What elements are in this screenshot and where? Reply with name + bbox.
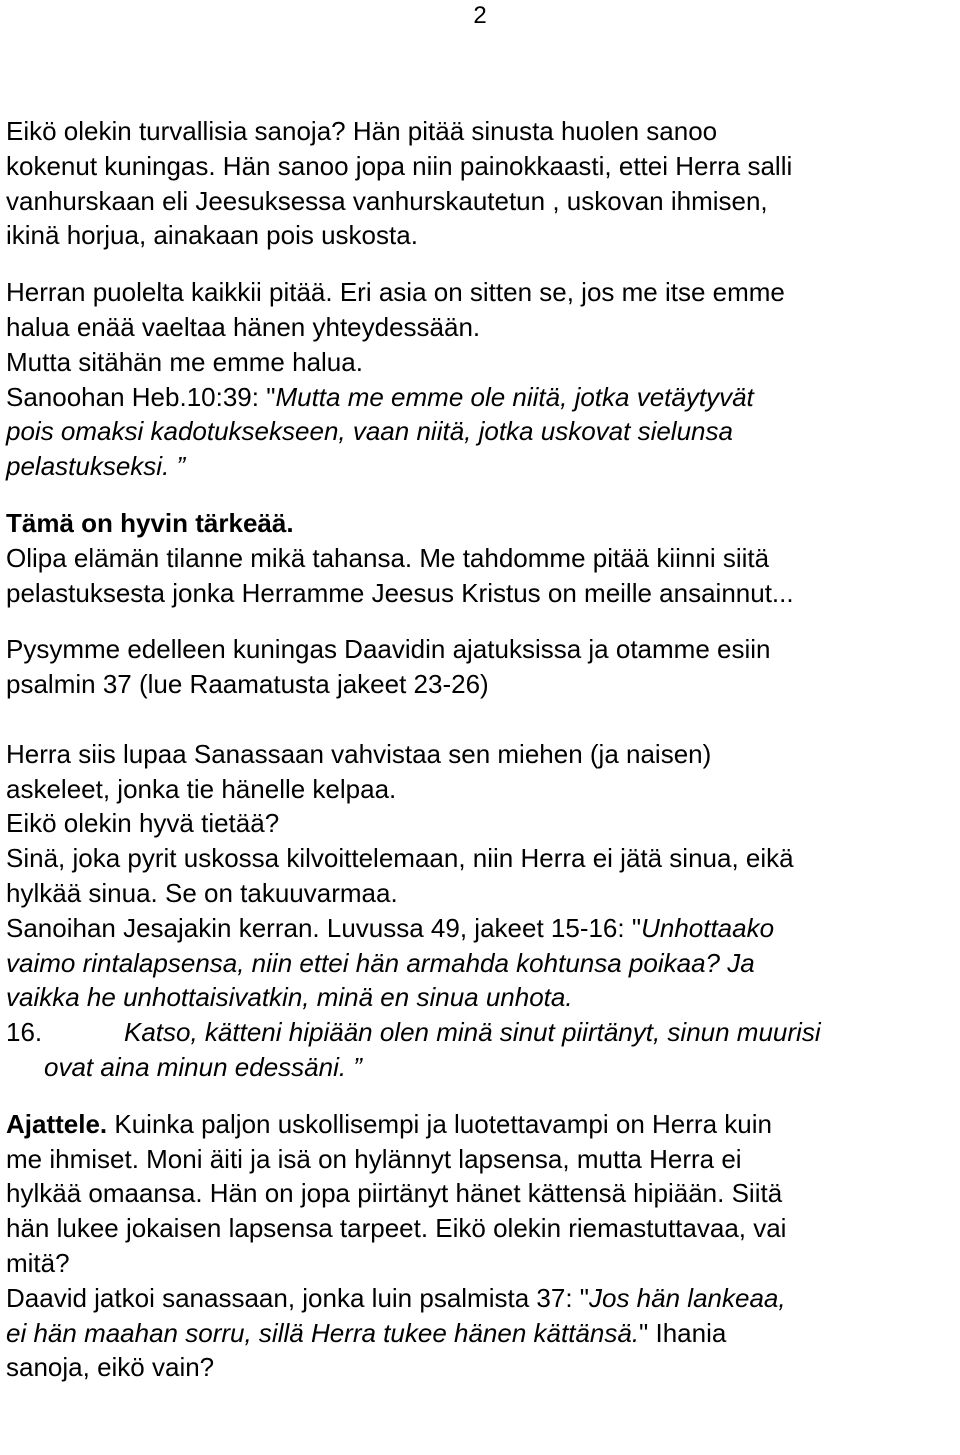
text-line: hylkää sinua. Se on takuuvarmaa. (6, 877, 398, 908)
spacer (6, 253, 956, 275)
text-line: Pysymme edelleen kuningas Daavidin ajatuksissa ja otamme esiin (6, 634, 771, 665)
text-line: Eikö olekin hyvä tietää? (6, 808, 280, 839)
text-line: Herra siis lupaa Sanassaan vahvistaa sen miehen (ja naisen) (6, 738, 712, 769)
quote-line: pelastukseksi. ” (6, 451, 186, 482)
text-line: Eikö olekin turvallisia sanoja? Hän pitää sinusta huolen sanoo (6, 116, 718, 146)
spacer (6, 1085, 956, 1107)
paragraph-5 (6, 737, 956, 1085)
reference-text: Sanoihan Jesajakin kerran. Luvussa 49, jakeet 15-16: " (6, 912, 642, 943)
text-line: sanoja, eikö vain? (6, 1352, 215, 1383)
text-line: askeleet, jonka tie hänelle kelpaa. (6, 773, 397, 804)
text-line: hylkää omaansa. Hän on jopa piirtänyt hänet kättensä hipiään. Siitä (6, 1178, 783, 1209)
text-line (6, 380, 956, 415)
text-line: vanhurskaan eli Jeesuksessa vanhurskautetun , uskovan ihmisen, (6, 185, 768, 216)
paragraph-3 (6, 506, 956, 610)
quote-line: ovat aina minun edessäni. ” (44, 1051, 362, 1082)
quote-text: Katso, kätteni hipiään olen minä sinut piirtänyt, sinun muurisi (124, 1017, 821, 1048)
text-line (6, 1107, 956, 1142)
quote-line: vaimo rintalapsensa, niin ettei hän armahda kohtunsa poikaa? Ja (6, 947, 755, 978)
text-line: psalmin 37 (lue Raamatusta jakeet 23-26) (6, 669, 489, 700)
quote-text: Mutta me emme ole niitä, jotka vetäytyvät (275, 381, 754, 412)
paragraph-2 (6, 275, 956, 484)
text-line: pelastuksesta jonka Herramme Jeesus Kristus on meille ansainnut... (6, 577, 794, 608)
spacer (6, 610, 956, 632)
reference-text: Sanoohan Heb.10:39: " (6, 381, 276, 412)
text-line (6, 1281, 956, 1316)
verse-line (6, 1015, 956, 1050)
text-span: Kuinka paljon uskollisempi ja luotettavampi on Herra kuin (107, 1108, 772, 1139)
emphasis-heading: Tämä on hyvin tärkeää. (6, 507, 294, 538)
quote-text: Unhottaako (641, 912, 775, 943)
text-line: kokenut kuningas. Hän sanoo jopa niin painokkaasti, ettei Herra salli (6, 150, 793, 181)
page-number: 2 (473, 2, 487, 29)
quote-line: vaikka he unhottaisivatkin, minä en sinua unhota. (6, 982, 573, 1013)
reference-text: Daavid jatkoi sanassaan, jonka luin psalmista 37: " (6, 1282, 589, 1313)
verse-number: 16. (6, 1017, 43, 1048)
document-body (6, 114, 956, 1385)
paragraph-1 (6, 114, 956, 253)
emphasis-word: Ajattele. (6, 1108, 108, 1139)
quote-text: ei hän maahan sorru, sillä Herra tukee hänen kättänsä. (6, 1317, 640, 1348)
text-line: Sinä, joka pyrit uskossa kilvoittelemaan, niin Herra ei jätä sinua, eikä (6, 843, 794, 874)
quote-text: Jos hän lankeaa, (589, 1282, 786, 1313)
paragraph-6 (6, 1107, 956, 1385)
text-line: me ihmiset. Moni äiti ja isä on hylännyt lapsensa, mutta Herra ei (6, 1143, 742, 1174)
text-line: halua enää vaeltaa hänen yhteydessään. (6, 311, 481, 342)
spacer (6, 484, 956, 506)
text-line: hän lukee jokaisen lapsensa tarpeet. Eikö olekin riemastuttavaa, vai (6, 1213, 787, 1244)
quote-line: pois omaksi kadotuksekseen, vaan niitä, jotka uskovat sielunsa (6, 416, 733, 447)
text-line (6, 911, 956, 946)
text-line: Herran puolelta kaikkii pitää. Eri asia on sitten se, jos me itse emme (6, 277, 785, 308)
text-line: Mutta sitähän me emme halua. (6, 346, 363, 377)
text-line: Olipa elämän tilanne mikä tahansa. Me tahdomme pitää kiinni siitä (6, 542, 770, 573)
paragraph-4 (6, 632, 956, 702)
spacer (6, 702, 956, 737)
text-line (6, 1316, 956, 1351)
text-line: mitä? (6, 1247, 70, 1278)
text-line: ikinä horjua, ainakaan pois uskosta. (6, 220, 418, 251)
text-span: " Ihania (639, 1317, 727, 1348)
